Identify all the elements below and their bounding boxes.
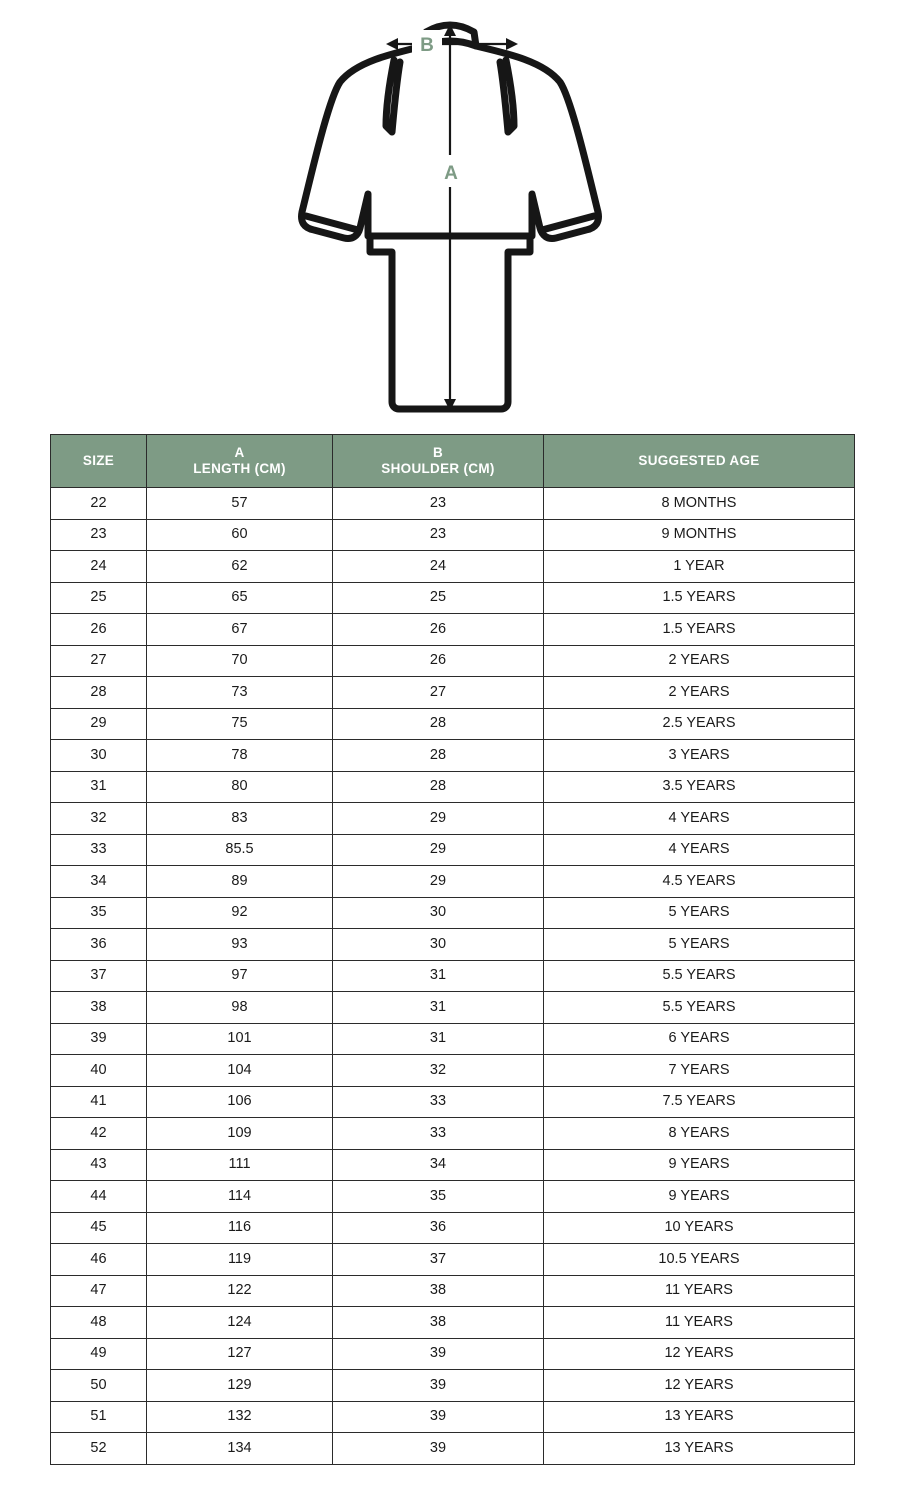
table-row [51,1370,855,1402]
table-row [51,740,855,772]
cell-age: 3.5 YEARS [544,771,855,803]
cell-age: 7 YEARS [544,1055,855,1087]
cell-age: 5.5 YEARS [544,992,855,1024]
table-row [51,645,855,677]
column-header-shoulder [333,435,544,488]
cell-shoulder: 39 [333,1338,544,1370]
cell-shoulder: 33 [333,1086,544,1118]
cell-length: 106 [147,1086,333,1118]
cell-length: 129 [147,1370,333,1402]
cell-size: 42 [51,1118,147,1150]
cell-shoulder: 30 [333,929,544,961]
cell-size: 28 [51,677,147,709]
table-row [51,897,855,929]
kurta-outline-icon [240,0,660,420]
cell-size: 37 [51,960,147,992]
table-header [51,435,855,488]
cell-shoulder: 35 [333,1181,544,1213]
table-row [51,1401,855,1433]
cell-age: 11 YEARS [544,1275,855,1307]
cell-size: 45 [51,1212,147,1244]
cell-length: 111 [147,1149,333,1181]
cell-age: 4 YEARS [544,803,855,835]
cell-shoulder: 28 [333,740,544,772]
cell-shoulder: 24 [333,551,544,583]
cell-size: 27 [51,645,147,677]
cell-length: 122 [147,1275,333,1307]
cell-size: 35 [51,897,147,929]
cell-shoulder: 37 [333,1244,544,1276]
cell-length: 119 [147,1244,333,1276]
garment-diagram [0,0,900,420]
cell-length: 85.5 [147,834,333,866]
cell-age: 1.5 YEARS [544,614,855,646]
cell-size: 26 [51,614,147,646]
cell-age: 9 YEARS [544,1149,855,1181]
table-row [51,551,855,583]
cell-size: 30 [51,740,147,772]
cell-age: 2 YEARS [544,677,855,709]
table-row [51,1118,855,1150]
cell-size: 22 [51,488,147,520]
cell-age: 9 YEARS [544,1181,855,1213]
table-row [51,1244,855,1276]
cell-length: 65 [147,582,333,614]
cell-size: 31 [51,771,147,803]
cell-length: 116 [147,1212,333,1244]
table-row [51,960,855,992]
table-row [51,1181,855,1213]
table-body [51,488,855,1465]
table-row [51,1338,855,1370]
cell-age: 1.5 YEARS [544,582,855,614]
cell-shoulder: 31 [333,960,544,992]
cell-shoulder: 26 [333,645,544,677]
cell-length: 132 [147,1401,333,1433]
cell-age: 4 YEARS [544,834,855,866]
cell-size: 36 [51,929,147,961]
cell-shoulder: 29 [333,803,544,835]
cell-size: 23 [51,519,147,551]
cell-age: 9 MONTHS [544,519,855,551]
cell-age: 2.5 YEARS [544,708,855,740]
cell-shoulder: 33 [333,1118,544,1150]
cell-age: 5 YEARS [544,929,855,961]
cell-shoulder: 36 [333,1212,544,1244]
cell-length: 67 [147,614,333,646]
cell-shoulder: 31 [333,992,544,1024]
cell-length: 70 [147,645,333,677]
cell-shoulder: 30 [333,897,544,929]
cell-size: 52 [51,1433,147,1465]
column-header-length-letter: A [234,445,245,461]
cell-size: 47 [51,1275,147,1307]
cell-length: 57 [147,488,333,520]
column-header-shoulder-unit: SHOULDER (CM) [381,461,495,476]
cell-length: 101 [147,1023,333,1055]
cell-age: 1 YEAR [544,551,855,583]
column-header-size: SIZE [51,435,147,488]
cell-length: 80 [147,771,333,803]
cell-size: 24 [51,551,147,583]
cell-length: 134 [147,1433,333,1465]
cell-size: 39 [51,1023,147,1055]
cell-size: 25 [51,582,147,614]
cell-length: 78 [147,740,333,772]
cell-age: 10.5 YEARS [544,1244,855,1276]
cell-length: 62 [147,551,333,583]
cell-size: 43 [51,1149,147,1181]
cell-shoulder: 25 [333,582,544,614]
cell-size: 38 [51,992,147,1024]
cell-length: 124 [147,1307,333,1339]
table-row [51,582,855,614]
cell-shoulder: 28 [333,708,544,740]
cell-age: 8 YEARS [544,1118,855,1150]
cell-length: 114 [147,1181,333,1213]
cell-length: 92 [147,897,333,929]
cell-size: 41 [51,1086,147,1118]
cell-size: 50 [51,1370,147,1402]
cell-shoulder: 38 [333,1275,544,1307]
cell-size: 51 [51,1401,147,1433]
cell-size: 44 [51,1181,147,1213]
cell-age: 2 YEARS [544,645,855,677]
cell-length: 127 [147,1338,333,1370]
cell-size: 29 [51,708,147,740]
cell-size: 46 [51,1244,147,1276]
cell-age: 5 YEARS [544,897,855,929]
size-table-wrapper [50,434,850,1465]
table-row [51,1433,855,1465]
cell-age: 5.5 YEARS [544,960,855,992]
cell-age: 13 YEARS [544,1401,855,1433]
cell-size: 40 [51,1055,147,1087]
size-table [50,434,855,1465]
cell-shoulder: 23 [333,519,544,551]
table-row [51,677,855,709]
cell-age: 10 YEARS [544,1212,855,1244]
table-row [51,1149,855,1181]
cell-length: 104 [147,1055,333,1087]
cell-age: 12 YEARS [544,1338,855,1370]
table-row [51,834,855,866]
cell-shoulder: 27 [333,677,544,709]
table-row [51,614,855,646]
cell-size: 34 [51,866,147,898]
table-row [51,929,855,961]
table-header-row [51,435,855,488]
cell-length: 83 [147,803,333,835]
cell-shoulder: 26 [333,614,544,646]
cell-length: 109 [147,1118,333,1150]
label-a: A [444,163,458,184]
cell-shoulder: 38 [333,1307,544,1339]
cell-length: 60 [147,519,333,551]
cell-length: 93 [147,929,333,961]
cell-shoulder: 29 [333,834,544,866]
cell-shoulder: 32 [333,1055,544,1087]
column-header-suggested-age: SUGGESTED AGE [544,435,855,488]
table-row [51,1307,855,1339]
table-row [51,519,855,551]
column-header-shoulder-letter: B [432,445,444,461]
cell-length: 97 [147,960,333,992]
table-row [51,803,855,835]
cell-shoulder: 39 [333,1433,544,1465]
cell-size: 48 [51,1307,147,1339]
cell-shoulder: 23 [333,488,544,520]
cell-shoulder: 29 [333,866,544,898]
table-row [51,1275,855,1307]
cell-size: 49 [51,1338,147,1370]
cell-age: 12 YEARS [544,1370,855,1402]
cell-size: 33 [51,834,147,866]
cell-age: 4.5 YEARS [544,866,855,898]
cell-shoulder: 34 [333,1149,544,1181]
label-b: B [420,35,434,56]
cell-age: 11 YEARS [544,1307,855,1339]
cell-age: 8 MONTHS [544,488,855,520]
table-row [51,771,855,803]
cell-length: 89 [147,866,333,898]
table-row [51,1055,855,1087]
table-row [51,992,855,1024]
cell-length: 75 [147,708,333,740]
cell-age: 13 YEARS [544,1433,855,1465]
cell-shoulder: 39 [333,1370,544,1402]
table-row [51,866,855,898]
column-header-length-unit: LENGTH (CM) [193,461,286,476]
table-row [51,488,855,520]
cell-age: 3 YEARS [544,740,855,772]
cell-shoulder: 31 [333,1023,544,1055]
table-row [51,708,855,740]
double-arrow-vertical-icon [444,24,456,411]
cell-length: 98 [147,992,333,1024]
cell-shoulder: 28 [333,771,544,803]
cell-length: 73 [147,677,333,709]
cell-size: 32 [51,803,147,835]
cell-age: 6 YEARS [544,1023,855,1055]
table-row [51,1023,855,1055]
cell-shoulder: 39 [333,1401,544,1433]
table-row [51,1086,855,1118]
cell-age: 7.5 YEARS [544,1086,855,1118]
table-row [51,1212,855,1244]
column-header-length [147,435,333,488]
